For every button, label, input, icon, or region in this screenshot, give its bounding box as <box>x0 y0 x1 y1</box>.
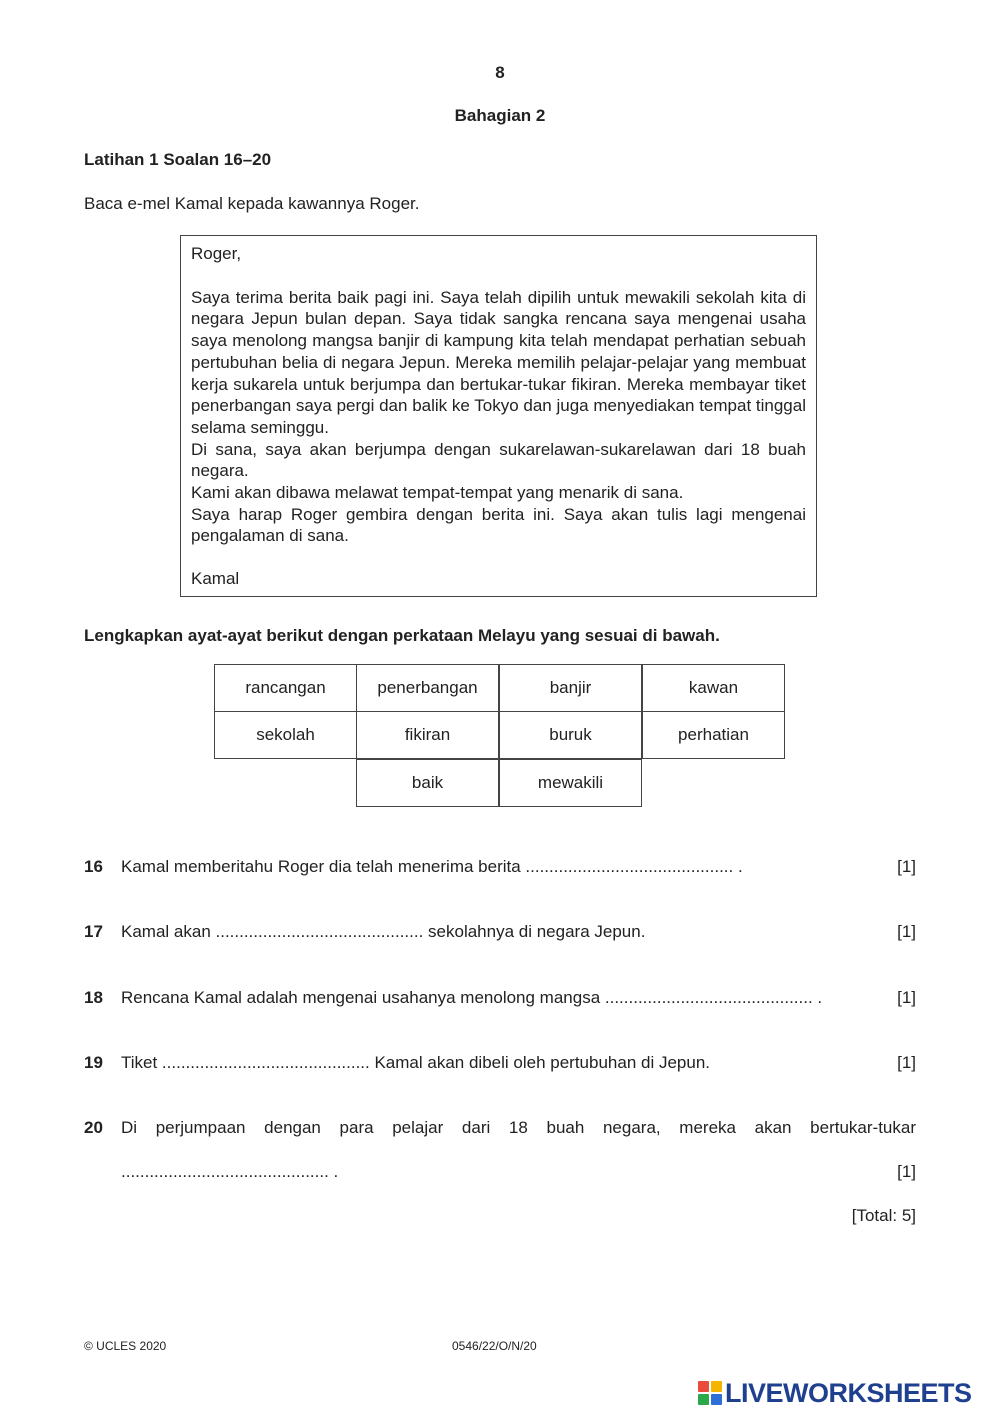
question-number: 20 <box>84 1118 103 1137</box>
word-bank-cell: fikiran <box>356 711 499 759</box>
question-number: 17 <box>84 922 103 941</box>
word-bank-cell: rancangan <box>214 664 357 712</box>
question-number: 19 <box>84 1053 103 1072</box>
logo-grid-icon <box>698 1381 722 1405</box>
email-paragraph: Saya harap Roger gembira dengan berita ini. Saya akan tulis lagi mengenai pengalaman di sana. <box>191 504 806 546</box>
email-paragraph: Saya terima berita baik pagi ini. Saya telah dipilih untuk mewakili sekolah kita di negara Jepun bulan depan. Saya tidak sangka rencana saya mengenai usaha saya menolong mangsa banjir di kampung kita telah mendapat perhatian sebuah pertubuhan belia di negara Jepun. Mereka memilih pelajar-pelajar yang membuat kerja sukarela untuk berjumpa dan bertukar-tukar fikiran. Mereka membayar tiket penerbangan saya pergi dan balik ke Tokyo dan juga menyediakan tempat tinggal selama seminggu. <box>191 287 806 437</box>
question-text: Di perjumpaan dengan para pelajar dari 18 buah negara, mereka akan bertukar-tukar <box>121 1118 916 1137</box>
liveworksheets-logo <box>698 1378 972 1408</box>
question-number: 18 <box>84 988 103 1007</box>
email-box <box>180 235 817 597</box>
page-number: 8 <box>495 63 505 82</box>
instruction: Lengkapkan ayat-ayat berikut dengan perkataan Melayu yang sesuai di bawah. <box>84 626 720 645</box>
question-20-answer-line <box>84 1162 916 1184</box>
word-bank-table <box>214 664 785 808</box>
question-number: 16 <box>84 857 103 876</box>
word-bank-cell: baik <box>356 759 499 807</box>
section-title: Bahagian 2 <box>454 106 546 125</box>
copyright: © UCLES 2020 <box>84 1339 167 1353</box>
word-bank-cell: penerbangan <box>356 664 499 712</box>
paper-code: 0546/22/O/N/20 <box>452 1339 537 1353</box>
word-bank-cell: sekolah <box>214 711 357 759</box>
question-19 <box>84 1053 916 1075</box>
question-17 <box>84 922 916 944</box>
word-bank-cell: perhatian <box>642 711 785 759</box>
word-bank-cell: kawan <box>642 664 785 712</box>
question-text[interactable]: Rencana Kamal adalah mengenai usahanya menolong mangsa ............................................ . <box>121 988 823 1007</box>
question-mark: [1] <box>897 988 916 1007</box>
question-mark: [1] <box>897 1162 916 1181</box>
word-bank-cell: banjir <box>499 664 642 712</box>
question-mark: [1] <box>897 922 916 941</box>
word-bank-cell: buruk <box>499 711 642 759</box>
question-text[interactable]: Kamal akan ............................................ sekolahnya di negara Jepun. <box>121 922 646 941</box>
word-bank-cell: mewakili <box>499 759 642 807</box>
email-signature: Kamal <box>191 569 240 589</box>
question-20 <box>84 1118 916 1140</box>
question-16 <box>84 857 916 879</box>
question-mark: [1] <box>897 1053 916 1072</box>
total-marks: [Total: 5] <box>851 1206 916 1225</box>
email-paragraph: Di sana, saya akan berjumpa dengan sukarelawan-sukarelawan dari 18 buah negara. <box>191 439 806 481</box>
exercise-title: Latihan 1 Soalan 16–20 <box>84 150 272 169</box>
answer-blank[interactable]: ............................................ . <box>121 1162 339 1181</box>
question-text[interactable]: Kamal memberitahu Roger dia telah menerima berita ............................................ . <box>121 857 743 876</box>
question-text[interactable]: Tiket ............................................ Kamal akan dibeli oleh pertubuhan di Jepun. <box>121 1053 710 1072</box>
question-18 <box>84 988 916 1010</box>
logo-text: LIVEWORKSHEETS <box>725 1377 972 1408</box>
question-mark: [1] <box>897 857 916 876</box>
email-greeting: Roger, <box>191 244 242 263</box>
intro-text: Baca e-mel Kamal kepada kawannya Roger. <box>84 194 420 213</box>
email-paragraph: Kami akan dibawa melawat tempat-tempat yang menarik di sana. <box>191 483 684 503</box>
